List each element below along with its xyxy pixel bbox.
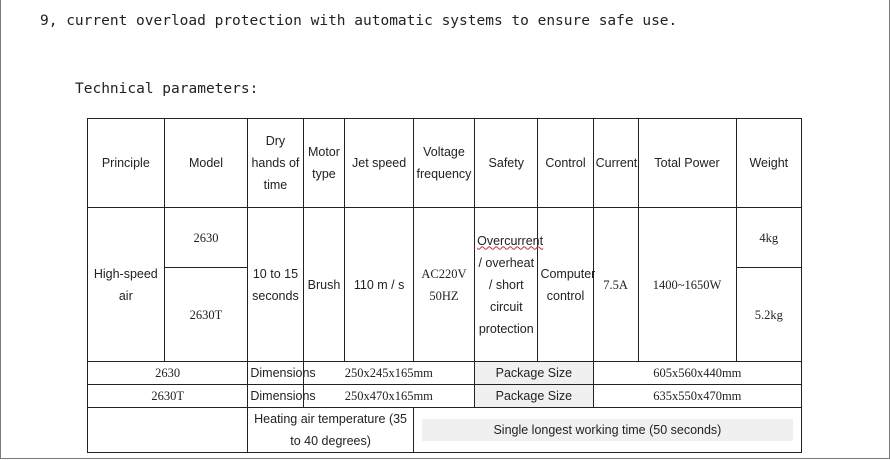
frequency-value: 50HZ [429, 288, 459, 303]
header-safety: Safety [475, 119, 538, 208]
section-heading: Technical parameters: [75, 81, 259, 97]
dimension-row-dimensions: 250x245x165mm [303, 362, 475, 385]
footer-row [88, 408, 802, 453]
header-weight: Weight [736, 119, 801, 208]
header-dry-time: Dry hands of time [248, 119, 303, 208]
jet-speed-cell: 110 m / s [345, 208, 413, 362]
header-current: Current [593, 119, 638, 208]
heating-temperature-cell: Heating air temperature (35 to 40 degrees) [248, 408, 413, 453]
header-voltage-frequency: Voltage frequency [413, 119, 474, 208]
feature-line: 9, current overload protection with automatic systems to ensure safe use. [40, 13, 678, 29]
working-time-cell [413, 408, 801, 453]
model-2630T-cell: 2630T [164, 268, 248, 362]
current-cell: 7.5A [593, 208, 638, 362]
safety-overcurrent: Overcurrent [477, 233, 544, 248]
voltage-value: AC220V [421, 266, 467, 281]
principle-cell: High-speed air [88, 208, 165, 362]
footer-empty-cell [88, 408, 248, 453]
dimension-row [88, 362, 802, 385]
dimension-row-package-label: Package Size [475, 362, 593, 385]
header-total-power: Total Power [638, 119, 736, 208]
technical-parameters-table [87, 118, 802, 453]
dimension-row-package: 605x560x440mm [593, 362, 801, 385]
header-row [88, 119, 802, 208]
total-power-cell: 1400~1650W [638, 208, 736, 362]
working-time-text: Single longest working time (50 seconds) [422, 419, 793, 441]
weight-2630-cell: 4kg [736, 208, 801, 268]
safety-cell [475, 208, 544, 362]
model-2630-cell: 2630 [164, 208, 248, 268]
dry-time-cell: 10 to 15 seconds [248, 208, 303, 362]
header-model: Model [164, 119, 248, 208]
header-control: Control [538, 119, 593, 208]
dimension-row-model: 2630T [88, 385, 248, 408]
dimension-row-label: Dimensions [248, 362, 303, 385]
dimension-row-package: 635x550x470mm [593, 385, 801, 408]
weight-2630T-cell: 5.2kg [736, 268, 801, 362]
header-principle: Principle [88, 119, 165, 208]
voltage-frequency-cell [413, 208, 474, 362]
product-row-2630 [88, 208, 802, 268]
dimension-row [88, 385, 802, 408]
safety-rest: / overheat / short circuit protection [478, 255, 535, 336]
dimension-row-label: Dimensions [248, 385, 303, 408]
control-cell: Computer control [538, 208, 593, 362]
dimension-row-package-label: Package Size [475, 385, 593, 408]
dimension-row-dimensions: 250x470x165mm [303, 385, 475, 408]
dimension-row-model: 2630 [88, 362, 248, 385]
motor-type-cell: Brush [303, 208, 345, 362]
header-motor-type: Motor type [303, 119, 345, 208]
header-jet-speed: Jet speed [345, 119, 413, 208]
